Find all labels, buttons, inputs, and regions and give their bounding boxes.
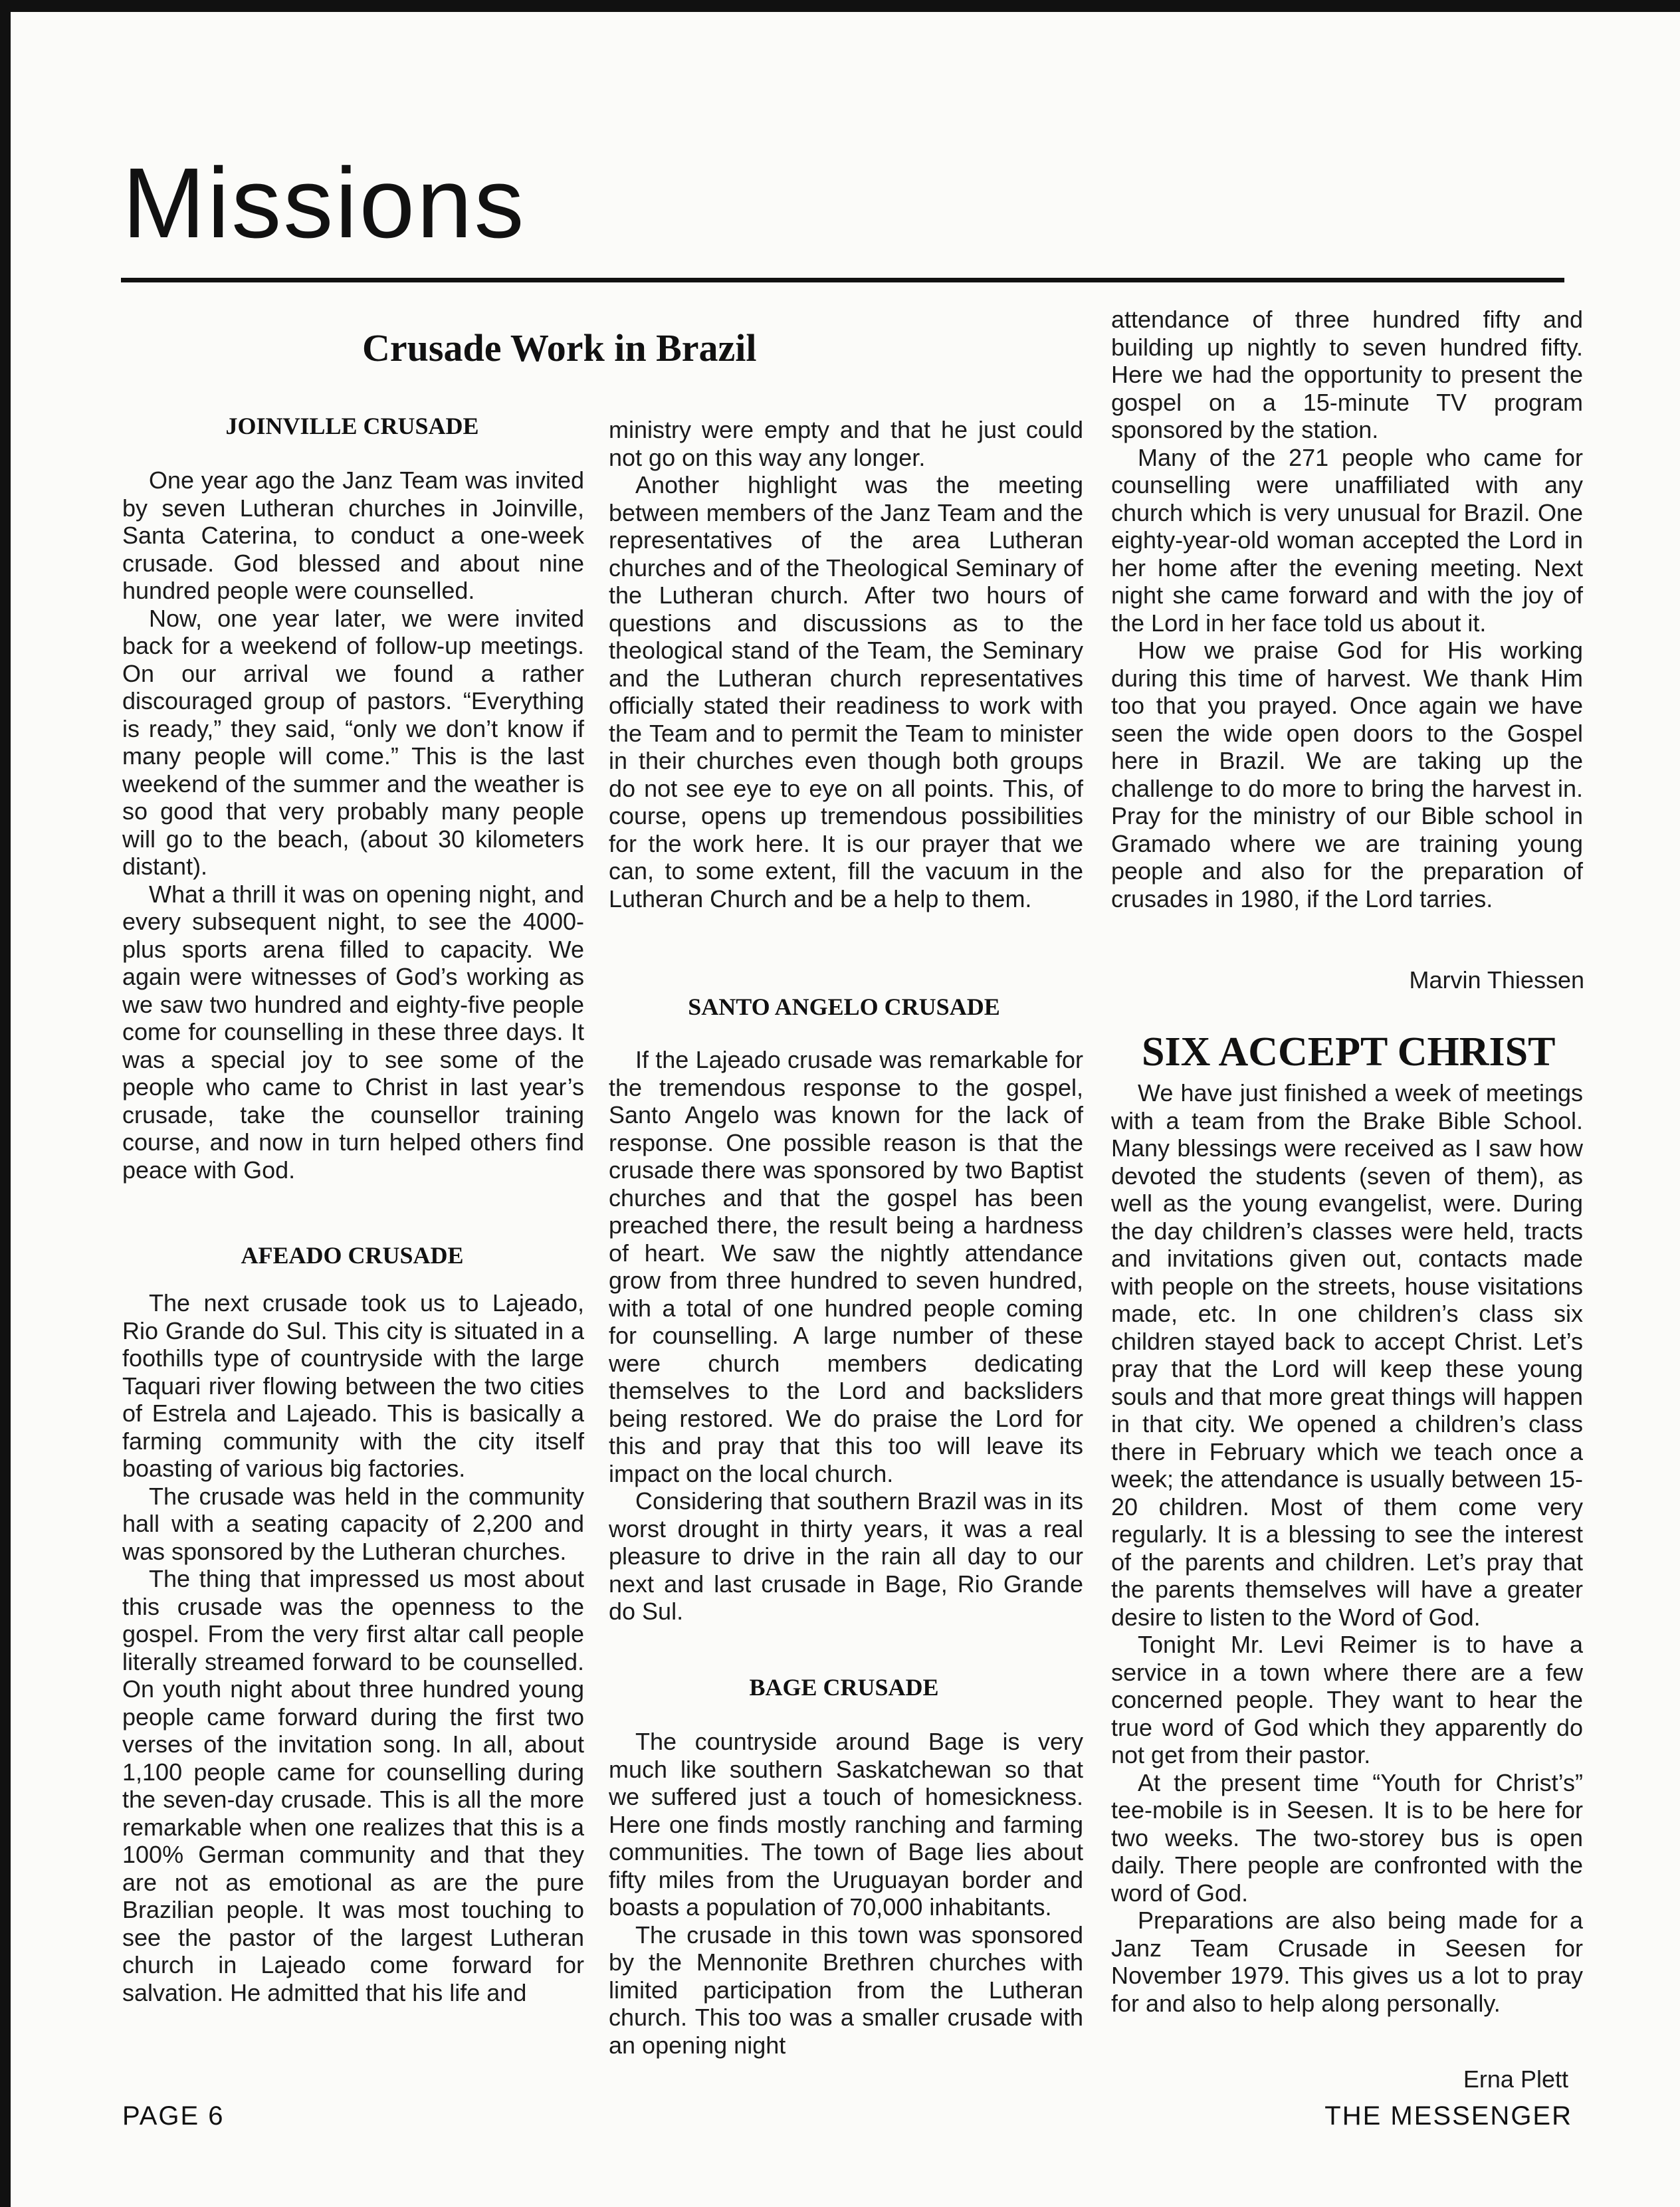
- page-number: PAGE 6: [122, 2101, 225, 2131]
- column3-continuation: [1111, 306, 1583, 912]
- paragraph: The countryside around Bage is very much like southern Saskatchewan so that we suffered just a touch of homesickness. Here one finds mostly ranching and farming communities. The town of Bage lies about fifty miles from the Uruguayan border and boasts a population of 70,000 inhabitants.: [609, 1728, 1083, 1921]
- publication-name: THE MESSENGER: [1324, 2101, 1572, 2131]
- paragraph: Many of the 271 people who came for counselling were unaffiliated with any church which is very unusual for Brazil. One eighty-year-old woman accepted the Lord in her home after the evening meeting. Next night she came forward and with the joy of the Lord in her face told us about it.: [1111, 443, 1583, 637]
- paragraph: The crusade was held in the community hall with a seating capacity of 2,200 and was sponsored by the Lutheran churches.: [122, 1482, 584, 1565]
- section-title: Missions: [122, 147, 526, 259]
- joinville-body: [122, 467, 584, 1184]
- santo-angelo-body: [609, 1046, 1083, 1626]
- article2-signature: Erna Plett: [1463, 2065, 1568, 2093]
- paragraph: How we praise God for His working during this time of harvest. We thank Him too that you prayed. Once again we have seen the wide open doors to the Gospel here in Brazil. We are taking up the challenge to do more to bring the harvest in. Pray for the ministry of our Bible school in Gramado where we are training young people and also for the preparation of crusades in 1980, if the Lord tarries.: [1111, 637, 1583, 912]
- paragraph: The thing that impressed us most about this crusade was the openness to the gospel. From the very first altar call people literally streamed forward to be counselled. On youth night about three hundred young people came forward during the first two verses of the invitation song. In all, about 1,100 people came for counselling during the seven-day crusade. This is all the more remarkable when one realizes that this is a 100% German community and that they are not as emotional as are the pure Brazilian people. It was most touching to see the pastor of the largest Lutheran church in Lajeado come forward for salvation. He admitted that his life and: [122, 1565, 584, 2006]
- scan-border-left: [0, 0, 11, 2207]
- paragraph: What a thrill it was on opening night, and every subsequent night, to see the 4000-plus sports arena filled to capacity. We again were witnesses of God’s working as we saw two hundred and eighty-five people come for counselling in these three days. It was a special joy to see some of the people who came to Christ in last year’s crusade, take the counsellor training course, and now in turn helped others find peace with God.: [122, 880, 584, 1184]
- paragraph: If the Lajeado crusade was remarkable for the tremendous response to the gospel, Santo Angelo was known for the lack of response. One possible reason is that the crusade there was sponsored by two Baptist churches and that the gospel has been preached there, the result being a hardness of heart. We saw the nightly attendance grow from three hundred to seven hundred, with a total of one hundred people coming for counselling. A large number of these were church members dedicating themselves to the Lord and backsliders being restored. We do praise the Lord for this and pray that this too will leave its impact on the local church.: [609, 1046, 1083, 1487]
- bage-heading: BAGE CRUSADE: [749, 1674, 939, 1701]
- paragraph: Tonight Mr. Levi Reimer is to have a service in a town where there are a few concerned people. They want to hear the true word of God which they apparently do not get from their pastor.: [1111, 1631, 1583, 1768]
- afeado-heading: AFEADO CRUSADE: [241, 1242, 464, 1269]
- article2-body: [1111, 1079, 1583, 2017]
- joinville-heading: JOINVILLE CRUSADE: [225, 413, 479, 439]
- title-rule: [121, 278, 1564, 282]
- paragraph: One year ago the Janz Team was invited by seven Lutheran churches in Joinville, Santa Caterina, to conduct a one-week crusade. God blessed and about nine hundred people were counselled.: [122, 467, 584, 604]
- column2-continuation: [609, 416, 1083, 912]
- article2-headline: SIX ACCEPT CHRIST: [1142, 1029, 1556, 1075]
- bage-body: [609, 1728, 1083, 2059]
- paragraph: ministry were empty and that he just could not go on this way any longer.: [609, 416, 1083, 471]
- paragraph: The crusade in this town was sponsored by the Mennonite Brethren churches with limited participation from the Lutheran church. This too was a smaller crusade with an opening night: [609, 1921, 1083, 2059]
- paragraph: attendance of three hundred fifty and building up nightly to seven hundred fifty. Here we had the opportunity to present the gospel on a 15-minute TV program sponsored by the station.: [1111, 306, 1583, 443]
- scan-border-top: [0, 0, 1680, 12]
- paragraph: Considering that southern Brazil was in its worst drought in thirty years, it was a real pleasure to drive in the rain all day to our next and last crusade in Bage, Rio Grande do Sul.: [609, 1487, 1083, 1625]
- paragraph: At the present time “Youth for Christ’s” tee-mobile is in Seesen. It is to be here for two weeks. The two-storey bus is open daily. There people are confronted with the word of God.: [1111, 1768, 1583, 1907]
- paragraph: Another highlight was the meeting between members of the Janz Team and the representatives of the area Lutheran churches and of the Theological Seminary of the Lutheran church. After two hours of questions and discussions as to the theological stand of the Team, the Seminary and the Lutheran church representatives officially stated their readiness to work with the Team and to permit the Team to minister in their churches even though both groups do not see eye to eye on all points. This, of course, opens up tremendous possibilities for the work here. It is our prayer that we can, to some extent, fill the vacuum in the Lutheran Church and be a help to them.: [609, 471, 1083, 912]
- santo-angelo-heading: SANTO ANGELO CRUSADE: [688, 994, 1000, 1020]
- article1-signature: Marvin Thiessen: [1409, 966, 1584, 994]
- article-headline: Crusade Work in Brazil: [362, 326, 757, 369]
- paragraph: We have just finished a week of meetings with a team from the Brake Bible School. Many blessings were received as I saw how devoted the students (seven of them), as well as the young evangelist, were. During the day children’s classes were held, tracts and invitations given out, contacts made with people on the streets, house visitations made, etc. In one children’s class six children stayed back to accept Christ. Let’s pray that the Lord will keep these young souls and that more great things will happen in that city. We opened a children’s class there in February which we teach once a week; the attendance is usually between 15-20 children. Most of them come very regularly. It is a blessing to see the interest of the parents and children. Let’s pray that the parents themselves will have a greater desire to listen to the Word of God.: [1111, 1079, 1583, 1631]
- paragraph: Now, one year later, we were invited back for a weekend of follow-up meetings. On our arrival we found a rather discouraged group of pastors. “Everything is ready,” they said, “only we don’t know if many people will come.” This is the last weekend of the summer and the weather is so good that very probably many people will go to the beach, (about 30 kilometers distant).: [122, 604, 584, 880]
- paragraph: The next crusade took us to Lajeado, Rio Grande do Sul. This city is situated in a foothills type of countryside with the large Taquari river flowing between the two cities of Estrela and Lajeado. This is basically a farming community with the city itself boasting of various big factories.: [122, 1289, 584, 1482]
- afeado-body: [122, 1289, 584, 2006]
- paragraph: Preparations are also being made for a Janz Team Crusade in Seesen for November 1979. This gives us a lot to pray for and also to help along personally.: [1111, 1907, 1583, 2017]
